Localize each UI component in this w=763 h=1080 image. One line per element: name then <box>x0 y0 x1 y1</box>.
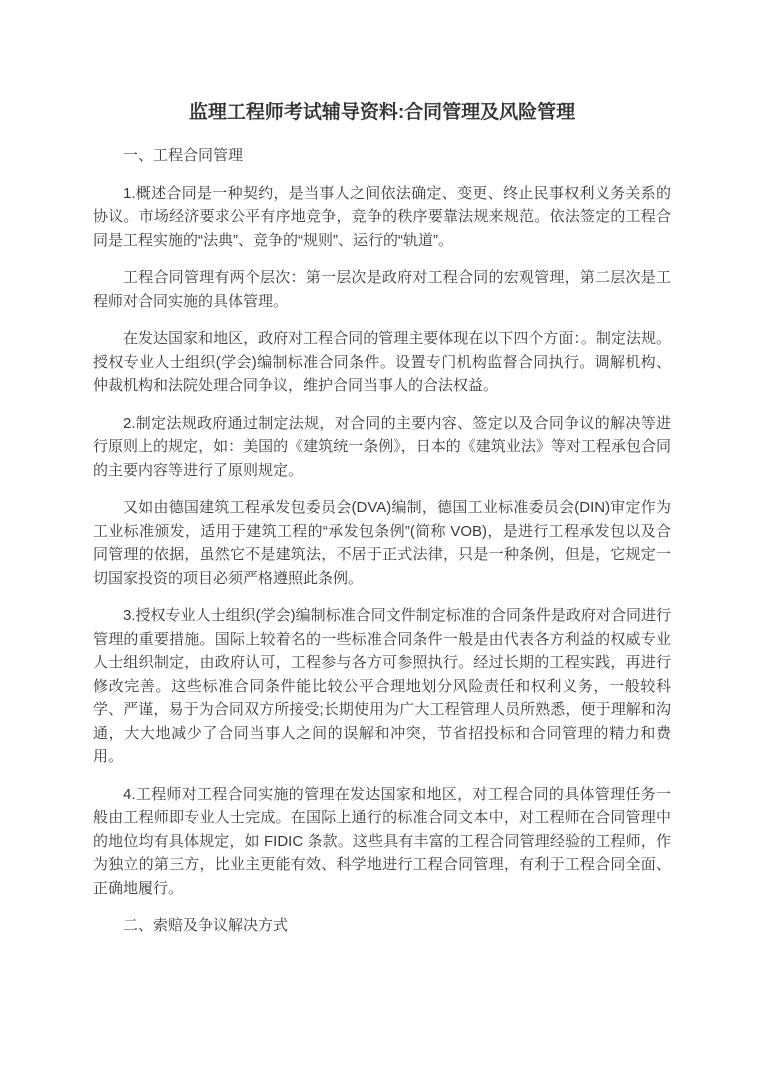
section-heading-2: 二、索赔及争议解决方式 <box>123 917 289 934</box>
paragraph-3: 在发达国家和地区，政府对工程合同的管理主要体现在以下四个方面：。制定法规。授权专业人士组织(学会)编制标准合同条件。设置专门机构监督合同执行。调解机构、仲裁机构和法院处理合同争议，维护合同当事人的合法权益。 <box>93 330 671 394</box>
paragraph-2: 工程合同管理有两个层次：第一层次是政府对工程合同的宏观管理，第二层次是工程师对合同实施的具体管理。 <box>93 269 671 310</box>
paragraph-4: 2.制定法规政府通过制定法规，对合同的主要内容、签定以及合同争议的解决等进行原则上的规定，如：美国的《建筑统一条例》，日本的《建筑业法》等对工程承包合同的主要内容等进行了原则规定。 <box>93 414 671 479</box>
paragraph-7: 4.工程师对工程合同实施的管理在发达国家和地区，对工程合同的具体管理任务一般由工程师即专业人士完成。在国际上通行的标准合同文本中，对工程师在合同管理中的地位均有具体规定，如 FIDIC 条款。这些具有丰富的工程合同管理经验的工程师，作为独立的第三方，比业主更能有效、科学地进行工程合同管理，有利于工程合同全面、正确地履行。 <box>93 785 671 897</box>
document-title: 监理工程师考试辅导资料:合同管理及风险管理 <box>188 102 576 123</box>
paragraph-6: 3.授权专业人士组织(学会)编制标准合同文件制定标准的合同条件是政府对合同进行管理的重要措施。国际上较着名的一些标准合同条件一般是由代表各方利益的权威专业人士组织制定，由政府认可，工程参与各方可参照执行。经过长期的工程实践，再进行修改完善。这些标准合同条件能比较公平合理地划分风险责任和权利义务，一般较科学、严谨，易于为合同双方所接受;长期使用为广大工程管理人员所熟悉，便于理解和沟通，大大地减少了合同当事人之间的误解和冲突，节省招投标和合同管理的精力和费用。 <box>93 607 671 765</box>
paragraph-1: 1.概述合同是一种契约，是当事人之间依法确定、变更、终止民事权利义务关系的协议。市场经济要求公平有序地竞争，竞争的秩序要靠法规来规范。依法签定的工程合同是工程实施的“法典”、竞争的“规则”、运行的“轨道”。 <box>93 184 671 249</box>
paragraph-5: 又如由德国建筑工程承发包委员会(DVA)编制，德国工业标准委员会(DIN)审定作为工业标准颁发，适用于建筑工程的“承发包条例”(简称 VOB)，是进行工程承发包以及合同管理的依据，虽然它不是建筑法，不居于正式法律，只是一种条例，但是，它规定一切国家投资的项目必须严格遵照此条例。 <box>93 499 671 587</box>
section-heading-1: 一、工程合同管理 <box>123 147 244 164</box>
